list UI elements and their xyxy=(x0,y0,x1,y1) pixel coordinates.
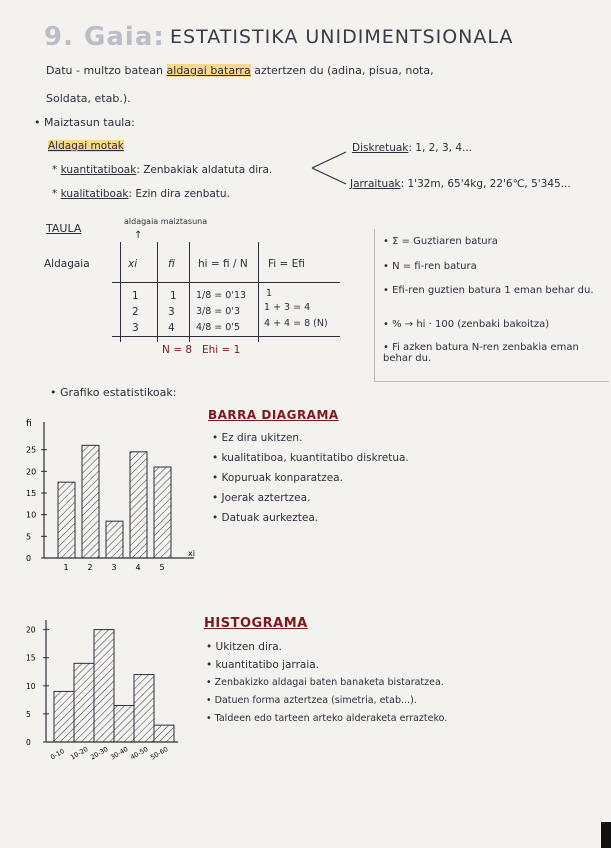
maiztasun-bullet: • Maiztasun taula: xyxy=(34,116,135,129)
row-2-hi: 3/8 = 0'3 xyxy=(196,306,240,317)
note-text: Σ = Guztiaren batura xyxy=(392,236,498,247)
page-edge xyxy=(601,822,611,848)
intro-line-1 xyxy=(46,64,434,77)
y-tick-label: 15 xyxy=(26,489,37,498)
histogram-bar-30-40 xyxy=(114,705,134,742)
table-divider xyxy=(120,242,121,342)
x-tick-label: 20-30 xyxy=(89,745,110,762)
barra-bullet: • Kopuruak konparatzea. xyxy=(212,472,343,484)
note-item: • % → hi · 100 (zenbaki bakoitza) xyxy=(383,319,550,330)
histogram-bar-20-30 xyxy=(94,630,114,742)
row-3-fi: 4 xyxy=(168,322,175,334)
kuantitatiboak-text: : Zenbakiak aldatuta dira. xyxy=(136,164,273,176)
x-tick-label: 1 xyxy=(63,563,69,572)
intro-line-2: Soldata, etab.). xyxy=(46,92,131,105)
y-tick-label: 0 xyxy=(26,554,32,563)
histo-bullet-text: kuantitatibo jarraia. xyxy=(215,659,320,671)
page-title: ESTATISTIKA UNIDIMENTSIONALA xyxy=(170,26,514,48)
histogram-bar-0-10 xyxy=(54,691,74,742)
row-3-xi: 3 xyxy=(132,322,139,334)
table-bottom-rule xyxy=(112,336,340,337)
table-divider xyxy=(189,242,190,342)
note-text: Efi-ren guztien batura 1 eman behar du. xyxy=(392,285,594,296)
y-tick-label: 10 xyxy=(26,510,37,520)
x-tick-label: 5 xyxy=(159,563,165,572)
histogram-bar-40-50 xyxy=(134,675,154,742)
aldagai-motak-label: Aldagai motak xyxy=(48,140,124,152)
y-tick-label: 15 xyxy=(26,653,36,663)
bar-chart xyxy=(18,410,208,580)
barra-bullet: • Joerak aztertzea. xyxy=(212,492,311,504)
x-tick-label: 3 xyxy=(111,563,117,572)
histo-bullet: • Ukitzen dira. xyxy=(206,641,282,653)
y-tick-label: 20 xyxy=(26,625,36,635)
table-header-rule xyxy=(112,282,340,283)
bar-1 xyxy=(58,482,75,558)
row-2-fi: 3 xyxy=(168,306,175,318)
bar-3 xyxy=(106,521,123,558)
grafiko-label: Grafiko estatistikoak: xyxy=(60,386,177,399)
diskretuak-label: Diskretuak xyxy=(352,142,409,154)
histo-bullet: • Datuen forma aztertzea (simetria, etab...). xyxy=(206,695,417,706)
barra-bullet: • Ez dira ukitzen. xyxy=(212,432,303,444)
branch-arrow-icon xyxy=(310,148,350,188)
note-item: • Efi-ren guztien batura 1 eman behar du. xyxy=(383,285,594,296)
row-1-fi: 1 xyxy=(170,290,177,302)
histogram-chart xyxy=(18,614,198,764)
note-item: • Σ = Guztiaren batura xyxy=(383,236,498,247)
col-Fi: Fi = Efi xyxy=(268,258,305,270)
row-2-Fi: 1 + 3 = 4 xyxy=(264,302,311,313)
col-aldagaia: Aldagaia xyxy=(44,258,90,270)
intro-highlight: aldagai batarra xyxy=(166,64,251,77)
grafiko-bullet: • Grafiko estatistikoak: xyxy=(50,386,177,399)
col-fi: fi xyxy=(168,258,175,270)
histo-bullet: • Taldeen edo tarteen arteko alderaketa errazteko. xyxy=(206,713,448,724)
x-tick-label: 0-10 xyxy=(49,747,66,762)
row-1-Fi: 1 xyxy=(266,288,273,299)
histo-bullet-text: Taldeen edo tarteen arteko alderaketa errazteko. xyxy=(214,713,448,724)
intro-pre: Datu - multzo batean xyxy=(46,64,167,77)
row-3-hi: 4/8 = 0'5 xyxy=(196,322,240,333)
bar-5 xyxy=(154,467,171,558)
bar-2 xyxy=(82,445,99,558)
x-tick-label: 40-50 xyxy=(129,745,150,762)
barra-title: BARRA DIAGRAMA xyxy=(208,408,339,422)
kuantitatiboak-line: * kuantitatiboak: Zenbakiak aldatuta dira. xyxy=(52,164,273,176)
histo-bullet: • Zenbakizko aldagai baten banaketa bistaratzea. xyxy=(206,677,444,688)
x-tick-label: 30-40 xyxy=(109,745,130,762)
barra-bullet-text: Datuak aurkeztea. xyxy=(221,512,319,524)
diskretuak-line xyxy=(352,142,472,154)
aldagai-motak xyxy=(48,140,124,152)
barra-bullet: • Datuak aurkeztea. xyxy=(212,512,319,524)
histo-title: HISTOGRAMA xyxy=(204,616,308,631)
note-text: % → hi · 100 (zenbaki bakoitza) xyxy=(392,319,550,330)
note-text: Fi azken batura N-ren zenbakia eman behar du. xyxy=(383,342,579,364)
histogram-bar-50-60 xyxy=(154,725,174,742)
x-tick-label: 50-60 xyxy=(149,745,170,762)
col-xi: xi xyxy=(128,258,138,270)
jarraituak-label: Jarraituak xyxy=(350,178,401,190)
row-1-xi: 1 xyxy=(132,290,139,302)
histo-bullet-text: Ukitzen dira. xyxy=(215,641,282,653)
table-divider xyxy=(258,242,259,342)
x-axis-label: xi xyxy=(188,549,195,558)
note-text: N = fi-ren batura xyxy=(392,261,477,272)
arrow-up-icon: ↑ xyxy=(134,230,143,241)
note-item: • N = fi-ren batura xyxy=(383,261,477,272)
taula-annotation: aldagaia maiztasuna xyxy=(124,217,208,226)
jarraituak-text: : 1'32m, 65'4kg, 22'6℃, 5'345... xyxy=(400,178,571,190)
histo-bullet-text: Zenbakizko aldagai baten banaketa bistaratzea. xyxy=(214,677,444,688)
barra-bullet-text: Ez dira ukitzen. xyxy=(221,432,303,444)
x-tick-label: 10-20 xyxy=(69,745,90,762)
x-tick-label: 2 xyxy=(87,563,93,572)
x-tick-label: 4 xyxy=(135,563,141,572)
table-divider xyxy=(157,242,158,342)
maiztasun-label: Maiztasun taula: xyxy=(44,116,135,129)
y-axis-label: fi xyxy=(26,419,32,429)
row-1-hi: 1/8 = 0'13 xyxy=(196,290,247,301)
jarraituak-line xyxy=(350,178,571,190)
intro-post: aztertzen du (adina, pisua, nota, xyxy=(250,64,434,77)
y-tick-label: 5 xyxy=(26,532,32,542)
histo-bullet-text: Datuen forma aztertzea (simetria, etab...). xyxy=(214,695,417,706)
footer-N: N = 8 xyxy=(162,344,193,356)
barra-bullet-text: kualitatiboa, kuantitatibo diskretua. xyxy=(221,452,409,464)
bar-4 xyxy=(130,452,147,558)
kualitatiboak-text: : Ezin dira zenbatu. xyxy=(128,188,230,200)
footer-Ehi: Ehi = 1 xyxy=(202,344,241,356)
y-tick-label: 20 xyxy=(26,467,37,477)
kualitatiboak-line: * kualitatiboak: Ezin dira zenbatu. xyxy=(52,188,230,200)
chapter-number: 9. Gaia: xyxy=(44,22,165,52)
barra-bullet-text: Kopuruak konparatzea. xyxy=(221,472,343,484)
barra-bullet: • kualitatiboa, kuantitatibo diskretua. xyxy=(212,452,409,464)
row-2-xi: 2 xyxy=(132,306,139,318)
note-item: • Fi azken batura N-ren zenbakia eman behar du. xyxy=(383,342,579,364)
taula-title: TAULA xyxy=(46,222,82,235)
y-tick-label: 10 xyxy=(26,681,36,691)
col-hi: hi = fi / N xyxy=(198,258,248,270)
y-tick-label: 5 xyxy=(26,709,31,719)
y-tick-label: 25 xyxy=(26,445,37,455)
diskretuak-text: : 1, 2, 3, 4... xyxy=(408,142,473,154)
kualitatiboak-label: kualitatiboak xyxy=(60,188,129,200)
row-3-Fi: 4 + 4 = 8 (N) xyxy=(264,318,328,329)
y-tick-label: 0 xyxy=(26,738,31,747)
barra-bullet-text: Joerak aztertzea. xyxy=(221,492,311,504)
histogram-bar-10-20 xyxy=(74,663,94,742)
kuantitatiboak-label: kuantitatiboak xyxy=(60,164,137,176)
histo-bullet: • kuantitatibo jarraia. xyxy=(206,659,320,671)
